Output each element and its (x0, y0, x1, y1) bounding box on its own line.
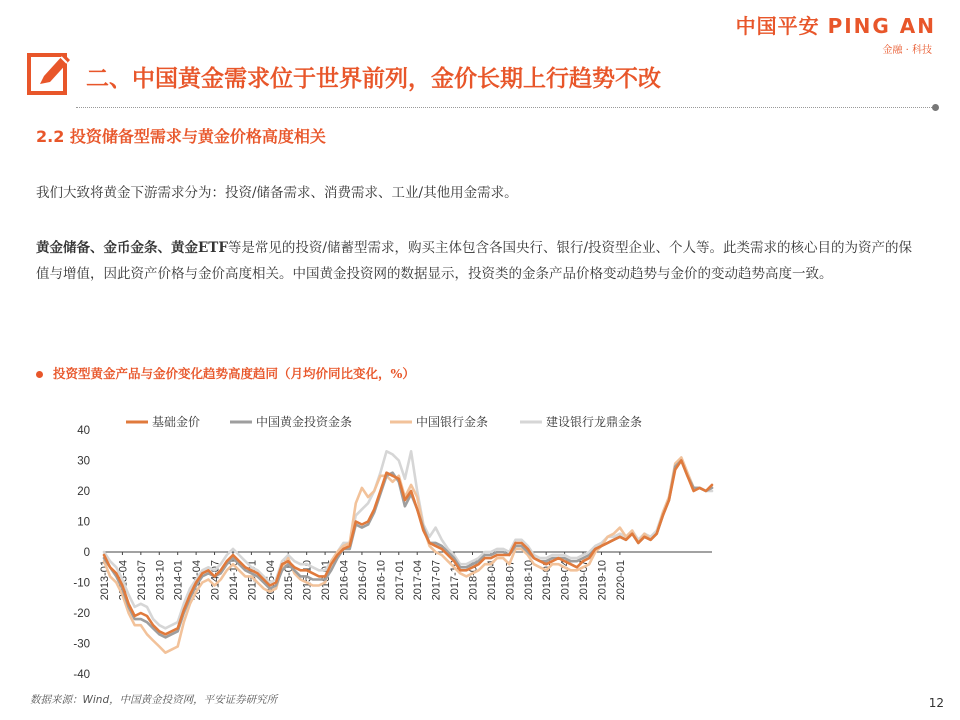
chart-caption-text: 投资型黄金产品与金价变化趋势高度趋同（月均价同比变化，%） (53, 366, 415, 381)
legend-item (126, 414, 200, 429)
title-divider-dot (932, 104, 939, 111)
x-tick-label: 2016-01 (320, 560, 333, 601)
section-title: 二、中国黄金需求位于世界前列，金价长期上行趋势不改 (86, 65, 661, 92)
y-tick-label: 10 (77, 516, 90, 529)
x-tick-label: 2017-04 (412, 560, 425, 601)
series-line (104, 458, 712, 653)
x-tick-label: 2015-04 (264, 560, 277, 601)
x-tick-label: 2018-10 (522, 560, 535, 601)
pingan-logo (736, 10, 936, 56)
legend-label: 中国黄金投资金条 (256, 415, 353, 429)
legend-label: 中国银行金条 (416, 415, 489, 429)
x-tick-label: 2013-04 (117, 560, 130, 601)
y-tick-label: 30 (77, 455, 90, 468)
brand-name-cn: 中国平安 (735, 14, 820, 38)
series-line (104, 451, 712, 628)
page-number: 12 (928, 696, 944, 710)
x-tick-label: 2017-10 (449, 560, 462, 601)
brand-name (736, 10, 936, 39)
x-tick-label: 2013-01 (99, 560, 111, 601)
x-tick-label: 2016-10 (375, 560, 388, 601)
x-tick-label: 2016-04 (338, 560, 351, 601)
legend-item (230, 414, 352, 429)
data-source-note: 数据来源：Wind，中国黄金投资网，平安证券研究所 (30, 694, 278, 706)
subsection-title: 2.2 投资储备型需求与黄金价格高度相关 (36, 127, 326, 146)
x-tick-label: 2018-07 (504, 560, 517, 601)
y-tick-label: -40 (73, 669, 90, 681)
series-line (104, 461, 712, 638)
series-line (104, 461, 712, 635)
y-tick-label: -20 (73, 608, 90, 620)
x-tick-label: 2017-01 (393, 560, 406, 601)
y-tick-label: -10 (73, 577, 90, 590)
x-tick-label: 2015-01 (246, 560, 259, 601)
paragraph-lead: 黄金储备、金币金条、黄金ETF (36, 240, 228, 256)
x-tick-label: 2014-07 (209, 560, 222, 601)
y-tick-label: 20 (77, 486, 90, 498)
y-tick-label: -30 (73, 638, 90, 651)
legend-label: 建设银行龙鼎金条 (546, 415, 643, 429)
y-tick-label: 40 (77, 425, 90, 437)
x-tick-label: 2020-01 (614, 560, 627, 601)
bullet-icon (36, 371, 43, 378)
x-tick-label: 2016-07 (356, 560, 369, 601)
legend-label: 基础金价 (152, 415, 201, 429)
brand-name-en: PING AN (827, 14, 936, 38)
paragraph-demand-categories: 我们大致将黄金下游需求分为：投资/储备需求、消费需求、工业/其他用金需求。 (36, 185, 518, 201)
paragraph-body: 等是常见的投资/储蓄型需求，购买主体包含各国央行、银行/投资型企业、个人等。此类需求的核心目的为资产的保值与增值，因此资产价格与金价高度相关。中国黄金投资网的数据显示，投资类的金条产品价格变动趋势与金价的变动趋势高度一致。 (36, 240, 913, 282)
title-divider (76, 107, 938, 108)
x-tick-label: 2019-01 (541, 560, 554, 601)
x-tick-label: 2017-07 (430, 560, 443, 601)
x-tick-label: 2019-04 (559, 560, 572, 601)
gold-price-line-chart (60, 408, 730, 683)
brand-tagline: 金融 · 科技 (882, 45, 932, 56)
y-tick-label: 0 (83, 547, 90, 559)
x-tick-label: 2014-01 (172, 560, 185, 601)
x-tick-label: 2014-04 (191, 560, 204, 601)
x-tick-label: 2015-07 (283, 560, 296, 601)
x-tick-label: 2013-07 (135, 560, 148, 601)
x-tick-label: 2015-10 (301, 560, 314, 601)
x-tick-label: 2019-10 (596, 560, 609, 601)
edit-pencil-icon (26, 50, 72, 96)
x-tick-label: 2013-10 (154, 560, 167, 601)
x-tick-label: 2018-04 (485, 560, 498, 601)
paragraph-investment-demand (36, 235, 920, 287)
x-tick-label: 2014-10 (227, 560, 240, 601)
x-tick-label: 2018-01 (467, 560, 480, 601)
x-tick-label: 2019-07 (578, 560, 591, 601)
chart-caption (36, 364, 415, 382)
legend-item (390, 414, 488, 429)
legend-item (520, 414, 642, 429)
